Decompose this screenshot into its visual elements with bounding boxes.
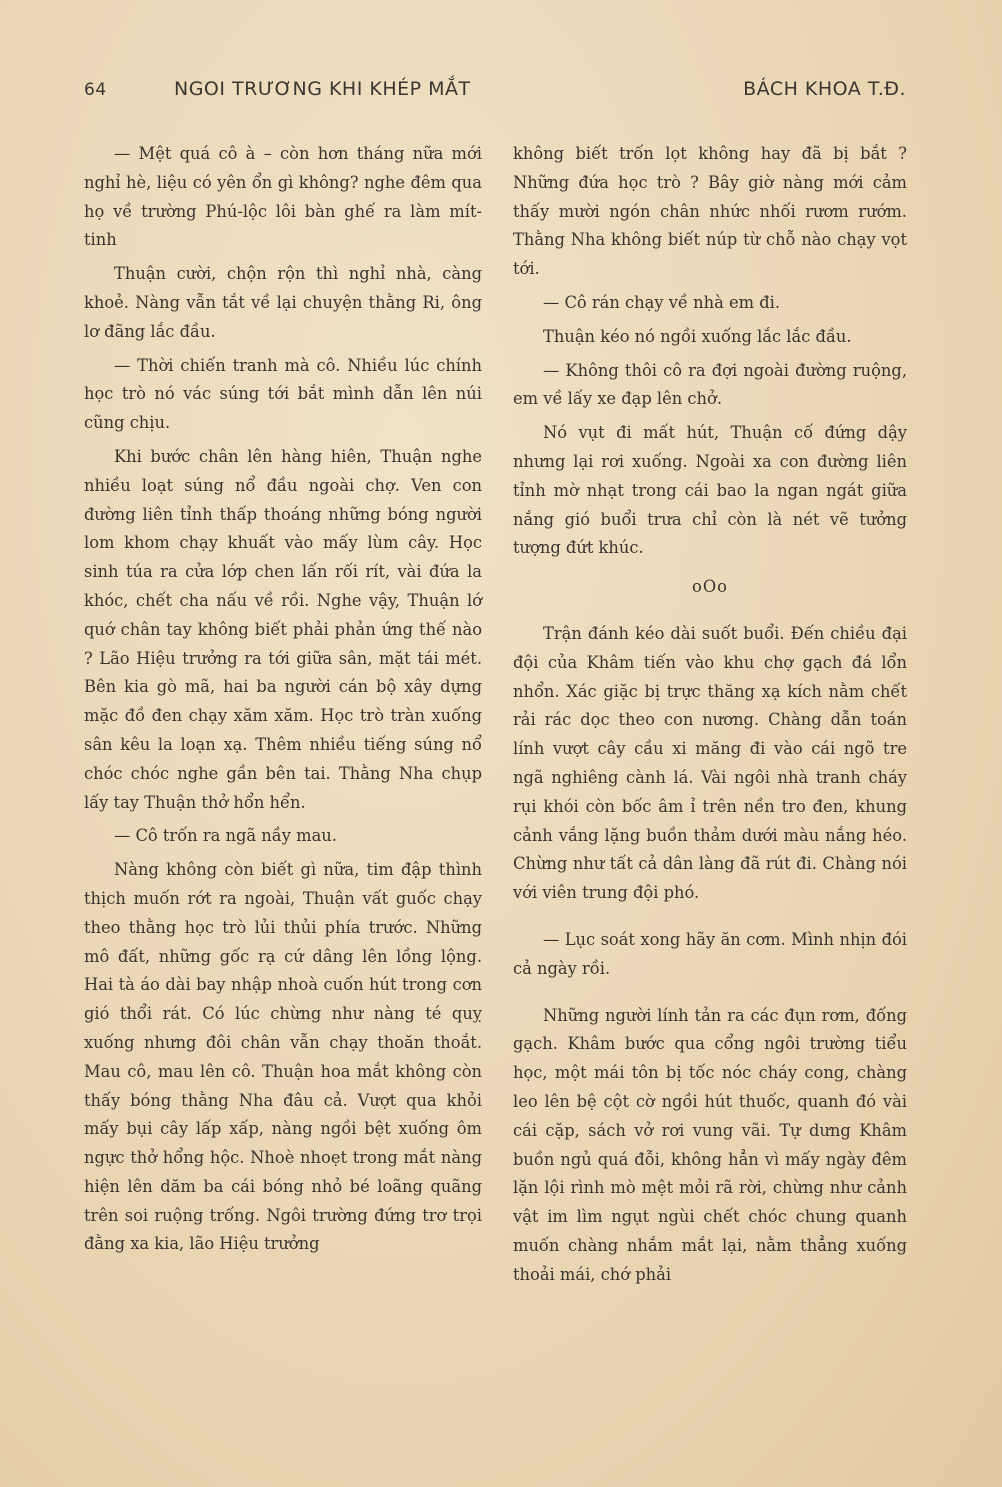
paragraph: — Lục soát xong hãy ăn cơm. Mình nhịn đói cả ngày rồi. xyxy=(513,929,907,978)
paragraph: Nàng không còn biết gì nữa, tim đập thình thịch muốn rớt ra ngoài, Thuận vất guốc chạy theo thằng học trò lủi thủi phía trước. Những mô đất, những gốc rạ cứ dâng lên lồng lộng. Hai tà áo dài bay nhập nhoà cuốn hút trong cơn gió thổi rát. Có lúc chừng như nàng té quỵ xuống nhưng đôi chân vẫn chạy thoăn thoắt. Mau cô, mau lên cô. Thuận hoa mắt không còn thấy bóng thằng Nha đâu cả. Vượt qua khỏi mấy bụi cây lấp xấp, nàng ngồi bệt xuống ôm ngực thở hổng hộc. Nhoè nhoẹt trong mắt nàng hiện lên dăm ba cái bóng nhỏ bé loãng quãng trên soi ruộng trống. Ngôi trường đứng trơ trọi đằng xa kia, lão Hiệu trưởng xyxy=(84,860,482,1254)
paragraph: Nó vụt đi mất hút, Thuận cố đứng dậy nhưng lại rơi xuống. Ngoài xa con đường liên tỉnh mờ nhạt trong cái bao la ngan ngát giữa nắng gió buổi trưa chỉ còn là nét vẽ tưởng tượng đứt khúc. xyxy=(513,423,907,558)
paragraph: Khi bước chân lên hàng hiên, Thuận nghe nhiều loạt súng nổ đầu ngoài chợ. Ven con đường liên tỉnh thấp thoáng những bóng người lom khom chạy khuất vào mấy lùm cây. Học sinh túa ra cửa lớp chen lấn rối rít, vài đứa la khóc, chết cha nấu về rồi. Nghe vậy, Thuận lớ quớ chân tay không biết phải phản ứng thế nào ? Lão Hiệu trưởng ra tới giữa sân, mặt tái mét. Bên kia gò mã, hai ba người cán bộ xây dựng mặc đồ đen chạy xăm xăm. Học trò tràn xuống sân kêu la loạn xạ. Thêm nhiều tiếng súng nổ chóc chóc nghe gần bên tai. Thằng Nha chụp lấy tay Thuận thở hổn hển. xyxy=(84,446,482,812)
page-number: 64 xyxy=(84,80,107,100)
magazine-name: BÁCH KHOA T.Đ. xyxy=(743,78,906,100)
paragraph: — Thời chiến tranh mà cô. Nhiều lúc chính học trò nó vác súng tới bắt mình dẫn lên núi cũng chịu. xyxy=(84,355,482,433)
right-column xyxy=(513,140,907,1294)
paragraph: — Không thôi cô ra đợi ngoài đường ruộng, em về lấy xe đạp lên chở. xyxy=(513,360,907,409)
paragraph: Thuận cười, chộn rộn thì nghỉ nhà, càng khoẻ. Nàng vẫn tắt về lại chuyện thằng Ri, ông lơ đãng lắc đầu. xyxy=(84,264,482,341)
paragraph: không biết trốn lọt không hay đã bị bắt ? Những đứa học trò ? Bây giờ nàng mới cảm thấy mười ngón chân nhức nhối rươm rướm. Thằng Nha không biết núp từ chỗ nào chạy vọt tới. xyxy=(513,144,907,279)
left-column xyxy=(84,140,482,1264)
paragraph: — Cô trốn ra ngã nầy mau. xyxy=(114,826,337,846)
paragraph: Những người lính tản ra các đụn rơm, đống gạch. Khâm bước qua cổng ngôi trường tiểu học, một mái tôn bị tốc nóc cháy cong, chàng leo lên bệ cột cờ ngồi hút thuốc, quanh đó vài cái cặp, sách vở rơi vung vãi. Tự dưng Khâm buồn ngủ quá đỗi, không hẳn vì mấy ngày đêm lặn lội rình mò mệt mỏi rã rời, chừng như cảnh vật im lìm ngụt ngùi chết chóc chung quanh muốn chàng nhắm mắt lại, nằm thẳng xuống thoải mái, chớ phải xyxy=(513,1005,907,1284)
paragraph: Thuận kéo nó ngồi xuống lắc lắc đầu. xyxy=(543,326,852,346)
paragraph: — Mệt quá cô à – còn hơn tháng nữa mới nghỉ hè, liệu có yên ổn gì không? nghe đêm qua họ về trường Phú-lộc lôi bàn ghế ra làm mít-tinh xyxy=(84,144,482,250)
section-separator: oOo xyxy=(692,577,728,597)
story-title: NGOI TRƯƠNG KHI KHÉP MẮT xyxy=(174,78,471,100)
paragraph: — Cô rán chạy về nhà em đi. xyxy=(543,292,781,312)
paragraph: Trận đánh kéo dài suốt buổi. Đến chiều đại đội của Khâm tiến vào khu chợ gạch đá lổn nhổn. Xác giặc bị trực thăng xạ kích nằm chết rải rác dọc theo con nương. Chàng dẫn toán lính vượt cây cầu xi măng đi vào cái ngõ tre ngã nghiêng cành lá. Vài ngôi nhà tranh cháy rụi khói còn bốc âm ỉ trên nền tro đen, khung cảnh vắng lặng buồn thảm dưới màu nắng héo. Chừng như tất cả dân làng đã rút đi. Chàng nói với viên trung đội phó. xyxy=(513,623,907,903)
page-header xyxy=(84,78,906,110)
